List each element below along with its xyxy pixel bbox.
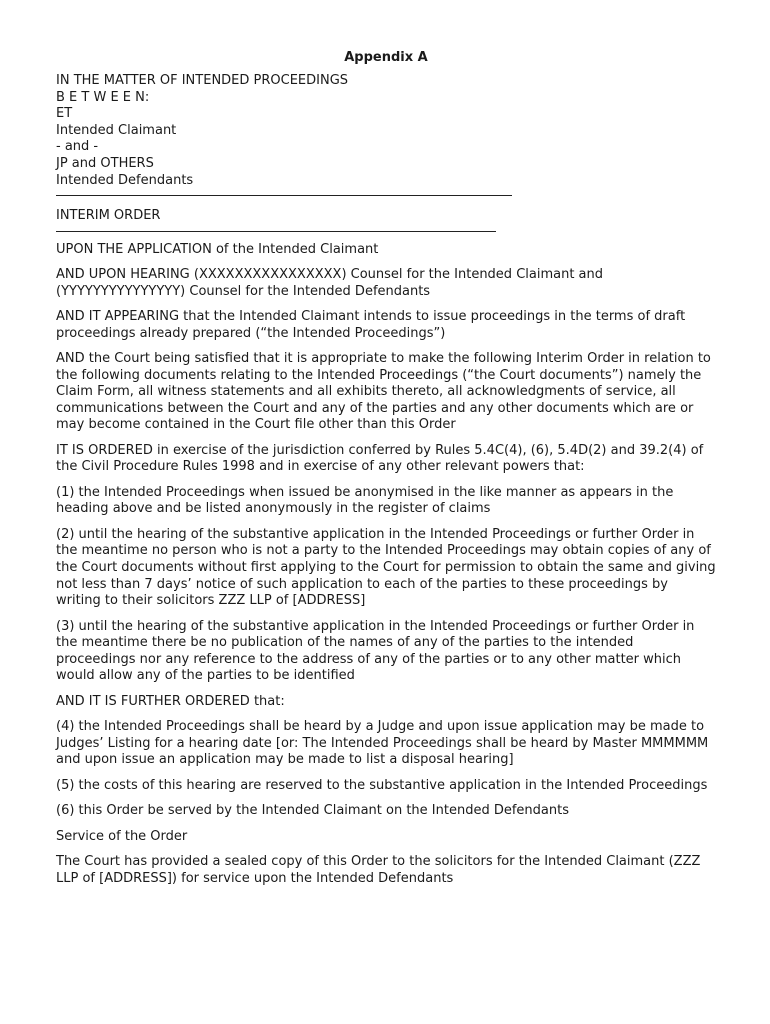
paragraph-upon-application: UPON THE APPLICATION of the Intended Claimant: [56, 241, 379, 257]
paragraph-further-ordered: AND IT IS FURTHER ORDERED that:: [56, 693, 285, 709]
paragraph-upon-hearing: AND UPON HEARING (XXXXXXXXXXXXXXXX) Counsel for the Intended Claimant and (YYYYYYYYYYYYYYY) Counsel for the Intended Defendants: [56, 267, 604, 299]
paragraph-it-is-ordered: IT IS ORDERED in exercise of the jurisdiction conferred by Rules 5.4C(4), (6), 5.4D(2) and 39.2(4) of the Civil Procedure Rules 1998 and in exercise of any other relevant powers that:: [56, 442, 704, 475]
interim-order-label: INTERIM ORDER: [56, 208, 161, 224]
order-item-5: (5) the costs of this hearing are reserved to the substantive application in the Intended Proceedings: [56, 777, 708, 793]
paragraph-it-appearing: AND IT APPEARING that the Intended Claimant intends to issue proceedings in the terms of draft proceedings already prepared (“the Intended Proceedings”): [56, 309, 686, 341]
claimant-name: ET: [56, 106, 73, 122]
order-item-1: (1) the Intended Proceedings when issued be anonymised in the like manner as appears in the heading above and be listed anonymously in the register of claims: [56, 484, 674, 517]
defendant-role: Intended Defendants: [56, 172, 194, 188]
divider-line: [56, 231, 496, 232]
document-title: Appendix A: [344, 50, 428, 65]
defendant-name: JP and OTHERS: [56, 155, 154, 171]
service-heading: Service of the Order: [56, 828, 188, 844]
between-line: B E T W E E N:: [56, 89, 150, 105]
document-page: [56, 50, 716, 896]
order-item-2: (2) until the hearing of the substantive application in the Intended Proceedings or further Order in the meantime no person who is not a party to the Intended Proceedings may obtain copies of any of the Court documents without first applying to the Court for permission to obtain the same and giving not less than 7 days’ notice of such application to each of the parties to these proceedings by writing to their solicitors ZZZ LLP of [ADDRESS]: [56, 526, 716, 609]
paragraph-court-satisfied: AND the Court being satisfied that it is appropriate to make the following Interim Order in relation to the following documents relating to the Intended Proceedings (“the Court documents”) namely the Claim Form, all witness statements and all exhibits thereto, all acknowledgments of service, all communications between the Court and any of the parties and any other documents which are or may become contained in the Court file other than this Order: [56, 351, 711, 433]
order-item-3: (3) until the hearing of the substantive application in the Intended Proceedings or further Order in the meantime there be no publication of the names of any of the parties to the intended proceedings nor any reference to the address of any of the parties or to any other matter which would allow any of the parties to be identified: [56, 618, 695, 684]
divider-line: [56, 195, 512, 196]
service-paragraph: The Court has provided a sealed copy of this Order to the solicitors for the Intended Claimant (ZZZ LLP of [ADDRESS]) for service upon the Intended Defendants: [56, 853, 701, 886]
order-item-4: (4) the Intended Proceedings shall be heard by a Judge and upon issue application may be made to Judges’ Listing for a hearing date [or: The Intended Proceedings shall be heard by Master MMMMMM and upon issue an application may be made to list a disposal hearing]: [56, 719, 709, 768]
case-heading: [56, 73, 716, 189]
matter-line: IN THE MATTER OF INTENDED PROCEEDINGS: [56, 73, 349, 88]
claimant-role: Intended Claimant: [56, 122, 177, 138]
and-separator: - and -: [56, 139, 99, 155]
order-item-6: (6) this Order be served by the Intended Claimant on the Intended Defendants: [56, 803, 569, 819]
